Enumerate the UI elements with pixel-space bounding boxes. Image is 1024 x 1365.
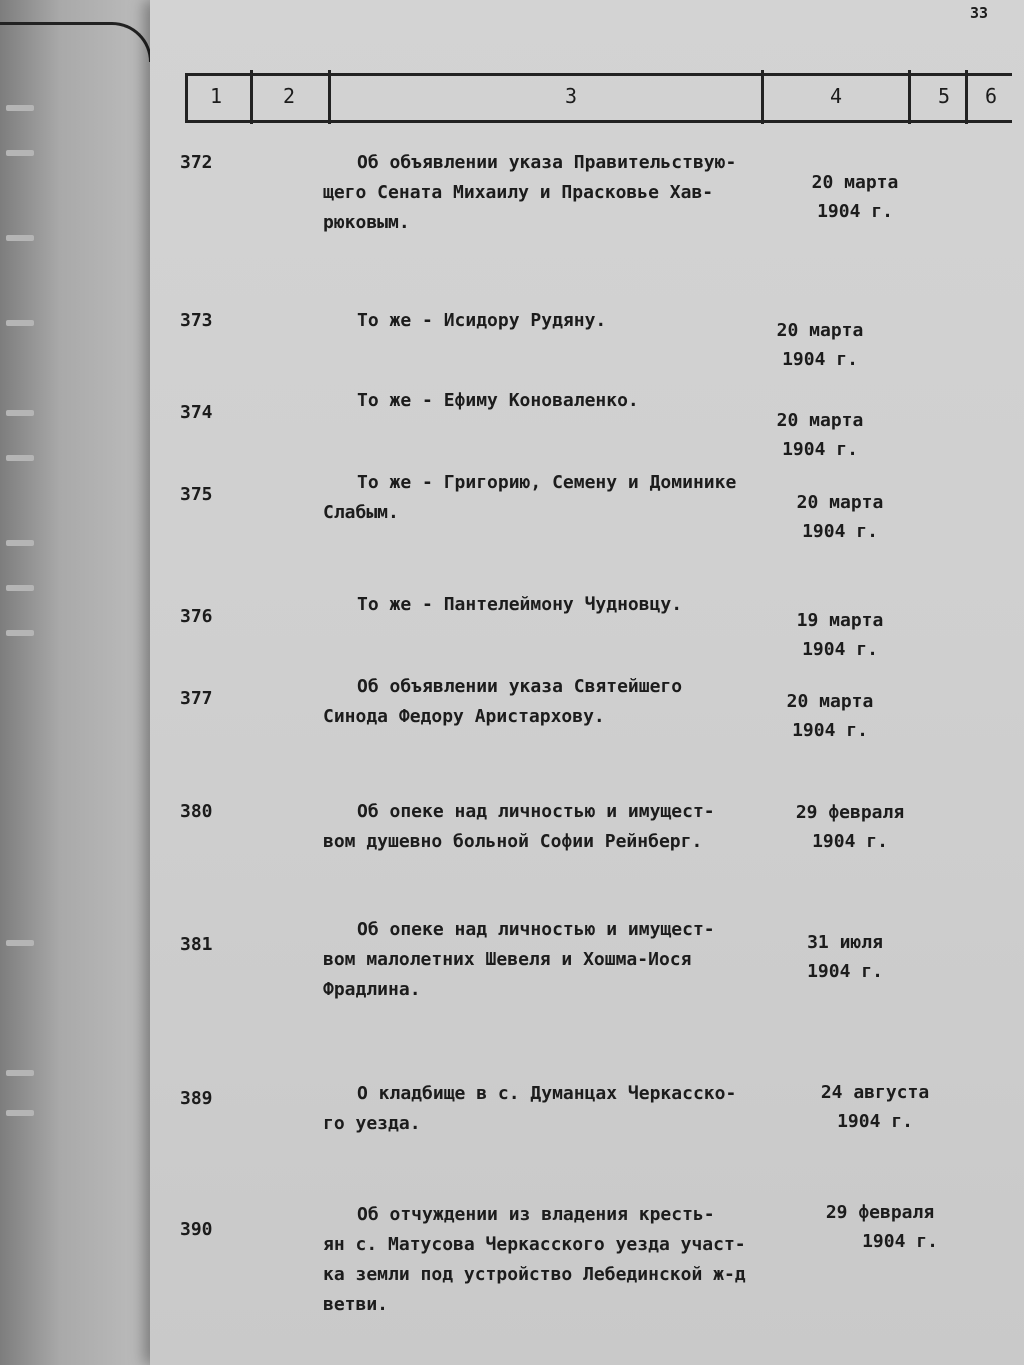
entry-number: 389	[180, 1088, 213, 1109]
entry-date	[780, 168, 930, 226]
entry-date-year: 1904 г.	[807, 961, 883, 982]
entry-number: 374	[180, 402, 213, 423]
entry-date	[745, 406, 895, 464]
entry-date	[755, 687, 905, 745]
entry-description	[323, 915, 715, 1005]
entry-line: Об опеке над личностью и имущест-	[357, 801, 715, 822]
entry-date-year: 1904 г.	[782, 349, 858, 370]
column-header-6: 6	[985, 84, 998, 108]
entry-line: ян с. Матусова Черкасского уезда участ-	[323, 1234, 746, 1255]
entry-date-day: 20 марта	[786, 691, 874, 712]
previous-page-mark	[6, 585, 34, 591]
entry-date	[805, 1198, 955, 1256]
column-header-2: 2	[283, 84, 296, 108]
entry-date-day: 24 августа	[820, 1082, 930, 1103]
entry-date-year: 1904 г.	[817, 201, 893, 222]
entry-date	[800, 1078, 950, 1136]
entry-number: 377	[180, 688, 213, 709]
previous-page-mark	[6, 410, 34, 416]
previous-page-mark	[6, 540, 34, 546]
entry-date-year: 1904 г.	[792, 720, 868, 741]
entry-line: Об объявлении указа Правительствую-	[357, 152, 737, 173]
entry-date-day: 20 марта	[776, 410, 864, 431]
previous-page-mark	[6, 1110, 34, 1116]
entry-line: вом душевно больной Софии Рейнберг.	[323, 831, 703, 852]
entry-line: ветви.	[323, 1294, 389, 1315]
entry-date-year: 1904 г.	[862, 1231, 938, 1252]
previous-page-bracket	[0, 22, 152, 62]
entry-line: Слабым.	[323, 502, 399, 523]
entry-line: го уезда.	[323, 1113, 421, 1134]
entry-line: вом малолетних Шевеля и Хошма-Иося	[323, 949, 692, 970]
entry-description	[323, 1079, 736, 1139]
entry-line: Об отчуждении из владения кресть-	[357, 1204, 715, 1225]
entry-date	[745, 316, 895, 374]
entry-date	[770, 928, 920, 986]
previous-page-mark	[6, 1070, 34, 1076]
entry-date-day: 20 марта	[776, 320, 864, 341]
page-number: 33	[969, 4, 988, 22]
entry-line: О кладбище в с. Думанцах Черкасско-	[357, 1083, 737, 1104]
entry-description	[323, 468, 736, 528]
entry-line: То же - Исидору Рудяну.	[357, 310, 607, 331]
entry-line: щего Сената Михаилу и Прасковье Хав-	[323, 182, 714, 203]
entry-description	[323, 306, 606, 336]
entry-number: 376	[180, 606, 213, 627]
column-header-4: 4	[830, 84, 843, 108]
entry-date-year: 1904 г.	[782, 439, 858, 460]
entry-date-day: 20 марта	[796, 492, 884, 513]
entry-line: ка земли под устройство Лебединской ж-д	[323, 1264, 746, 1285]
entry-description	[323, 590, 682, 620]
previous-page-mark	[6, 105, 34, 111]
previous-page-mark	[6, 455, 34, 461]
entry-description	[323, 1200, 746, 1320]
column-header-5: 5	[938, 84, 951, 108]
entry-number: 372	[180, 152, 213, 173]
entry-date-year: 1904 г.	[837, 1111, 913, 1132]
entry-date	[775, 798, 925, 856]
entry-date-year: 1904 г.	[802, 639, 878, 660]
entry-date-day: 31 июля	[807, 932, 883, 953]
entry-number: 390	[180, 1219, 213, 1240]
entry-description	[323, 386, 639, 416]
previous-page-mark	[6, 630, 34, 636]
entry-date-day: 29 февраля	[795, 802, 905, 823]
entry-line: Об объявлении указа Святейшего	[357, 676, 683, 697]
previous-page-mark	[6, 235, 34, 241]
entry-number: 380	[180, 801, 213, 822]
entry-description	[323, 148, 736, 238]
entry-number: 373	[180, 310, 213, 331]
entry-description	[323, 797, 715, 857]
entry-line: То же - Ефиму Коноваленко.	[357, 390, 639, 411]
column-divider	[761, 70, 764, 124]
entry-line: Синода Федору Аристархову.	[323, 706, 605, 727]
previous-page-mark	[6, 940, 34, 946]
entry-date-day: 19 марта	[796, 610, 884, 631]
entry-date-year: 1904 г.	[802, 521, 878, 542]
column-divider	[250, 70, 253, 124]
column-divider	[328, 70, 331, 124]
column-divider	[965, 70, 968, 124]
entry-description	[323, 672, 682, 732]
entry-line: То же - Пантелеймону Чудновцу.	[357, 594, 683, 615]
previous-page-mark	[6, 150, 34, 156]
entry-number: 375	[180, 484, 213, 505]
entry-date	[765, 488, 915, 546]
entry-date-year: 1904 г.	[812, 831, 888, 852]
previous-page-mark	[6, 320, 34, 326]
entry-date	[765, 606, 915, 664]
entry-line: Об опеке над личностью и имущест-	[357, 919, 715, 940]
entry-line: рюковым.	[323, 212, 410, 233]
entry-date-day: 29 февраля	[825, 1202, 935, 1223]
column-header-3: 3	[565, 84, 578, 108]
entry-number: 381	[180, 934, 213, 955]
entry-line: То же - Григорию, Семену и Доминике	[357, 472, 737, 493]
previous-page-edge	[0, 0, 150, 1365]
entry-line: Фрадлина.	[323, 979, 421, 1000]
column-header-1: 1	[210, 84, 223, 108]
entry-date-day: 20 марта	[811, 172, 899, 193]
column-header-row	[185, 73, 1012, 123]
column-divider	[908, 70, 911, 124]
